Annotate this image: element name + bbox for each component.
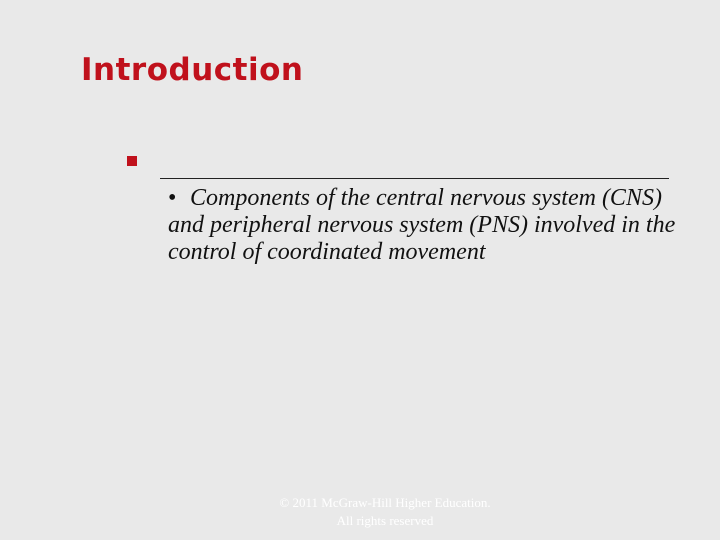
- sub-bullet-item: [168, 185, 678, 266]
- slide-title: Introduction: [81, 52, 304, 88]
- copyright-line-2: All rights reserved: [336, 513, 434, 528]
- fill-in-blank-line: [160, 178, 669, 179]
- bullet-dot-icon: •: [168, 185, 177, 211]
- copyright-line-1: © 2011 McGraw-Hill Higher Education.: [279, 495, 491, 510]
- square-bullet-icon: [127, 156, 137, 166]
- copyright-footer: [210, 494, 560, 530]
- sub-bullet-text: Components of the central nervous system (CNS) and peripheral nervous system (PNS) involved in the control of coordinated movement: [168, 185, 676, 265]
